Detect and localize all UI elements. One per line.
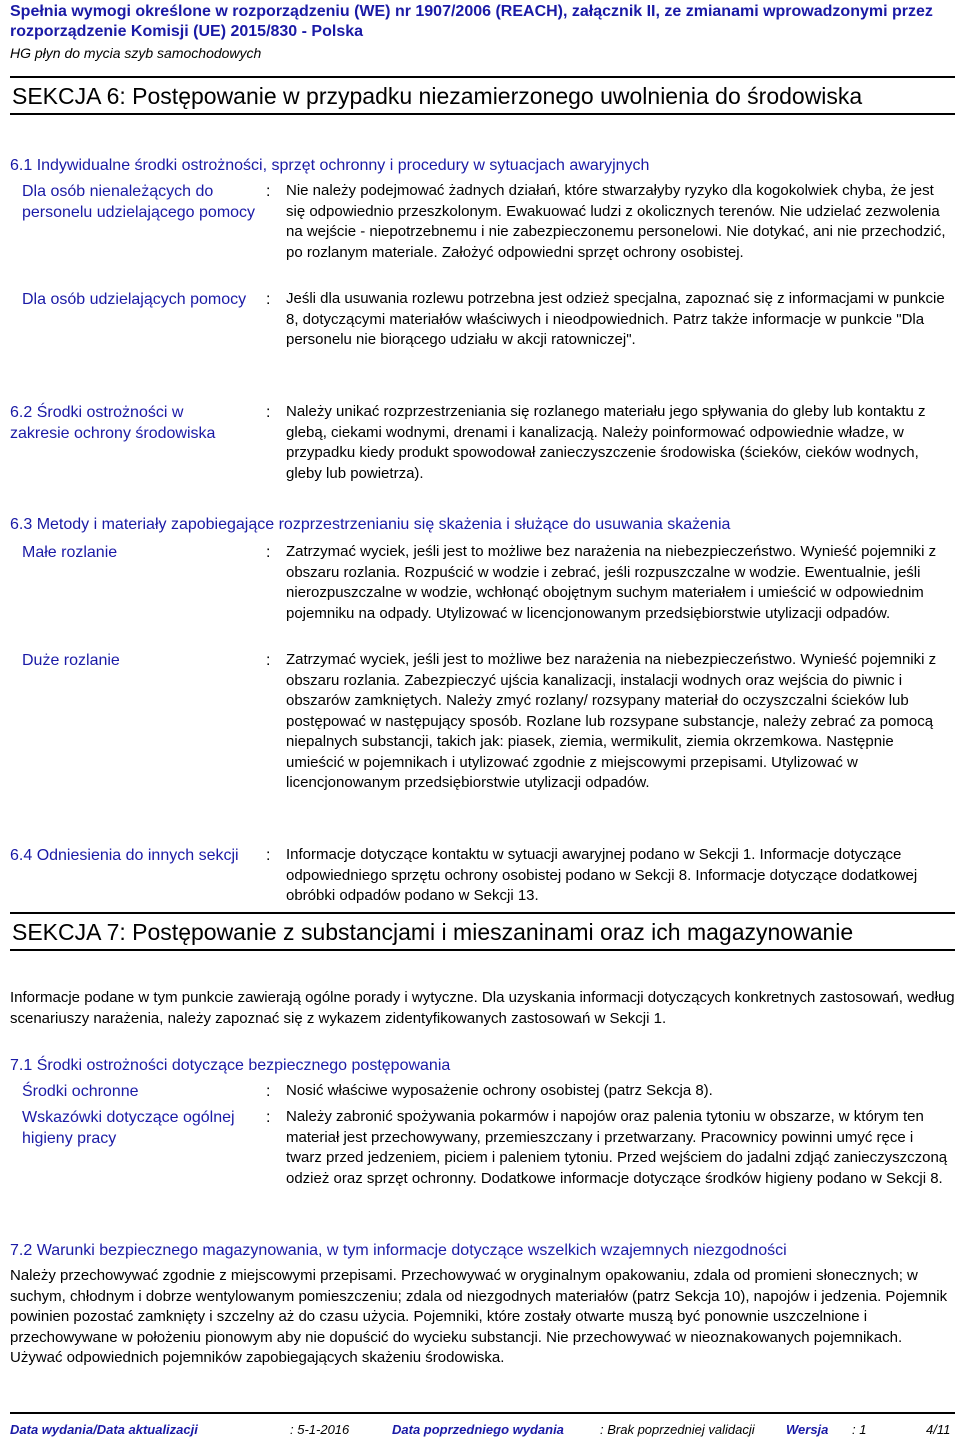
s71-value-hygiene: Należy zabronić spożywania pokarmów i napojów oraz palenia tytoniu w obszarze, w którym ten materiał jest przechowywany, przemieszczany i przetwarzany. Pracownicy powinni umyć ręce i twarz przed jedzeniem, piciem i paleniem tytoniu. Przed wejściem do jadalni zdjąć zanieczyszczoną odzież oraz sprzęt ochronny. Dodatkowe informacje dotyczące środków higieny podano w Sekcji 8. [286, 1108, 948, 1187]
colon: : [266, 291, 271, 308]
s63-value-large-spill: Zatrzymać wyciek, jeśli jest to możliwe bez narażenia na niebezpieczeństwo. Wynieść pojemniki z obszaru rozlania. Zabezpieczyć ujścia kanalizacji, instalacji wodnych oraz wejścia do piwnic i obszarów zamkniętych. Należy zmyć rozlany/ rozsypany materiał do oczyszczalni ścieków lub postępować w następujący sposób. Rozlane lub rozsypane substancje, należy zebrać za pomocą niepalnych substancji, takich jak: piasek, ziemia, wermikulit, ziemia okrzemkowa. Następnie umieścić w pojemnikach i utylizować zgodnie z miejscowymi przepisami. Utylizować w licencjonowanym przedsiębiorstwie utylizacji odpadów. [286, 651, 937, 791]
s62-value: Należy unikać rozprzestrzeniania się rozlanego materiału jego spływania do gleby lub kontaktu z glebą, ciekami wodnymi, drenami i kanalizacją. Należy poinformować odpowiednie władze, w przypadku kiedy produkt spowodował zanieczyszczenie środowiska (ścieków, cieków wodnych, gleby lub powietrza). [286, 403, 926, 482]
section7-intro: Informacje podane w tym punkcie zawierają ogólne porady i wytyczne. Dla uzyskania informacji dotyczących konkretnych zastosowań, według scenariuszy narażenia, należy zapoznać się z wykazem zidentyfikowanych zastosowań w Sekcji 1. [10, 989, 955, 1027]
colon: : [266, 847, 271, 864]
regulation-header: Spełnia wymogi określone w rozporządzeniu (WE) nr 1907/2006 (REACH), załącznik II, ze zmianami wprowadzonymi przez rozporządzenie Komisji (UE) 2015/830 - Polska [10, 3, 933, 40]
s61-heading: 6.1 Indywidualne środki ostrożności, sprzęt ochronny i procedury w sytuacjach awaryjnych [10, 157, 650, 174]
s63-label-small-spill: Małe rozlanie [22, 544, 118, 561]
section7-title: SEKCJA 7: Postępowanie z substancjami i mieszaninami oraz ich magazynowanie [12, 919, 854, 945]
s61-label-non-responders: Dla osób nienależących do personelu udzielającego pomocy [22, 183, 256, 221]
colon: : [266, 1083, 271, 1100]
section6-title-box [10, 76, 955, 115]
s64-label: 6.4 Odniesienia do innych sekcji [10, 847, 239, 864]
colon: : [266, 404, 271, 421]
product-name: HG płyn do mycia szyb samochodowych [10, 45, 262, 61]
section7-title-box [10, 912, 955, 951]
footer-page-number: 4/11 [926, 1422, 951, 1437]
colon: : [266, 652, 271, 669]
s63-heading: 6.3 Metody i materiały zapobiegające rozprzestrzenianiu się skażenia i służące do usuwania skażenia [10, 516, 731, 533]
s72-heading: 7.2 Warunki bezpiecznego magazynowania, w tym informacje dotyczące wszelkich wzajemnych niezgodności [10, 1242, 787, 1259]
s61-label-responders: Dla osób udzielających pomocy [22, 291, 247, 308]
s64-value: Informacje dotyczące kontaktu w sytuacji awaryjnej podano w Sekcji 1. Informacje dotyczące odpowiedniego sprzętu ochrony osobistej podano w Sekcji 8. Informacje dotyczące dodatkowej obróbki odpadów podano w Sekcji 13. [286, 846, 918, 904]
s71-label-protective: Środki ochronne [22, 1083, 139, 1100]
s72-text: Należy przechowywać zgodnie z miejscowymi przepisami. Przechowywać w oryginalnym opakowaniu, zdala od promieni słonecznych; w suchym, chłodnym i dobrze wentylowanym pomieszczeniu; zdala od niezgodnych materiałów (patrz Sekcja 10), napojów i jedzenia. Pojemnik powinien pozostać zamknięty i szczelny aż do czasu użycia. Pojemniki, które zostały otwarte muszą być ponownie uszczelnione i przechowywane w położeniu pionowym aby nie dopuścić do wycieku substancji. Nie przechowywać w nieoznakowanych pojemnikach. Używać odpowiednich pojemników zapobiegających skażeniu środowiska. [10, 1267, 948, 1366]
s71-label-hygiene: Wskazówki dotyczące ogólnej higieny pracy [22, 1109, 235, 1147]
s61-value-non-responders: Nie należy podejmować żadnych działań, które stwarzałyby ryzyko dla kogokolwiek chyba, że jest się odpowiednio przeszkolonym. Ewakuować ludzi z okolicznych terenów. Nie udzielać zezwolenia na wejście - niepotrzebnemu i nie zabezpieczonemu personelowi. Nie dotykać, ani nie przechodzić, po rozlanym materiale. Założyć odpowiedni sprzęt ochrony osobistej. [286, 182, 946, 261]
footer-version-label: Wersja [786, 1422, 829, 1437]
footer-prev-value: : Brak poprzedniej validacji [600, 1422, 755, 1437]
footer-version-value: : 1 [852, 1422, 867, 1437]
s63-label-large-spill: Duże rozlanie [22, 652, 120, 669]
footer-prev-label: Data poprzedniego wydania [392, 1422, 564, 1437]
s62-label: 6.2 Środki ostrożności w zakresie ochrony środowiska [10, 404, 216, 442]
s71-value-protective: Nosić właściwe wyposażenie ochrony osobistej (patrz Sekcja 8). [286, 1082, 713, 1099]
s63-value-small-spill: Zatrzymać wyciek, jeśli jest to możliwe bez narażenia na niebezpieczeństwo. Wynieść pojemniki z obszaru rozlania. Rozpuścić w wodzie i zebrać, jeśli rozpuszczalne w wodzie. Ewentualnie, jeśli nierozpuszczalne w wodzie, wchłonąć obojętnym suchym materiałem i umieścić w odpowiednim pojemniku na odpady. Utylizować w licencjonowanym przedsiębiorstwie utylizacji odpadów. [286, 543, 937, 622]
colon: : [266, 183, 271, 200]
footer-date-value: : 5-1-2016 [290, 1422, 350, 1437]
footer [10, 1412, 955, 1437]
colon: : [266, 544, 271, 561]
section6-title: SEKCJA 6: Postępowanie w przypadku niezamierzonego uwolnienia do środowiska [12, 83, 863, 109]
s61-value-responders: Jeśli dla usuwania rozlewu potrzebna jest odzież specjalna, zapoznać się z informacjami w punkcie 8, dotyczącymi materiałów właściwych i nieodpowiednich. Patrz także informacje w punkcie "Dla personelu nie biorącego udziału w akcji ratowniczej". [286, 290, 945, 348]
colon: : [266, 1109, 271, 1126]
s71-heading: 7.1 Środki ostrożności dotyczące bezpiecznego postępowania [10, 1057, 451, 1074]
footer-date-label: Data wydania/Data aktualizacji [10, 1422, 198, 1437]
